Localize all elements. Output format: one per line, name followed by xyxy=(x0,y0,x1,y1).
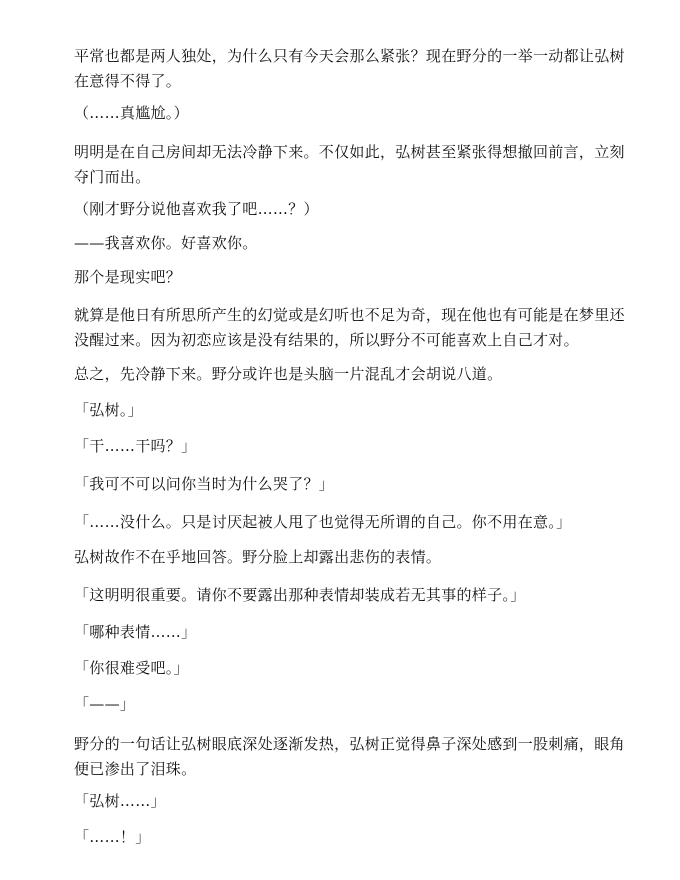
paragraph-19: 「弘树……」 xyxy=(74,792,166,810)
paragraph-15: 「哪种表情……」 xyxy=(74,623,197,641)
paragraph-1: 平常也都是两人独处，为什么只有今天会那么紧张？现在野分的一举一动都让弘树在意得不得了。 xyxy=(74,47,625,90)
paragraph-5: ——我喜欢你。好喜欢你。 xyxy=(74,234,258,252)
paragraph-4: （刚才野分说他喜欢我了吧……？） xyxy=(74,200,319,218)
paragraph-16: 「你很难受吧。」 xyxy=(74,659,189,677)
paragraph-10: 「干……干吗？」 xyxy=(74,437,197,455)
paragraph-2: （……真尴尬。） xyxy=(74,104,189,122)
paragraph-20: 「……！」 xyxy=(74,828,151,846)
paragraph-7: 就算是他日有所思所产生的幻觉或是幻听也不足为奇，现在他也有可能是在梦里还没醒过来。因为初恋应该是没有结果的，所以野分不可能喜欢上自己才对。 xyxy=(74,306,625,349)
paragraph-11: 「我可不可以问你当时为什么哭了？」 xyxy=(74,475,335,493)
paragraph-17: 「——」 xyxy=(74,695,136,713)
paragraph-9: 「弘树。」 xyxy=(74,401,144,419)
paragraph-12: 「……没什么。只是讨厌起被人甩了也觉得无所谓的自己。你不用在意。」 xyxy=(74,513,572,531)
paragraph-18: 野分的一句话让弘树眼底深处逐渐发热，弘树正觉得鼻子深处感到一股刺痛，眼角便已渗出了泪珠。 xyxy=(74,735,625,778)
paragraph-3: 明明是在自己房间却无法冷静下来。不仅如此，弘树甚至紧张得想撤回前言，立刻夺门而出。 xyxy=(74,143,625,186)
paragraph-13: 弘树故作不在乎地回答。野分脸上却露出悲伤的表情。 xyxy=(74,548,442,566)
paragraph-8: 总之，先冷静下来。野分或许也是头脑一片混乱才会胡说八道。 xyxy=(74,365,503,383)
paragraph-14: 「这明明很重要。请你不要露出那种表情却装成若无其事的样子。」 xyxy=(74,586,526,604)
paragraph-6: 那个是现实吧？ xyxy=(74,268,182,286)
